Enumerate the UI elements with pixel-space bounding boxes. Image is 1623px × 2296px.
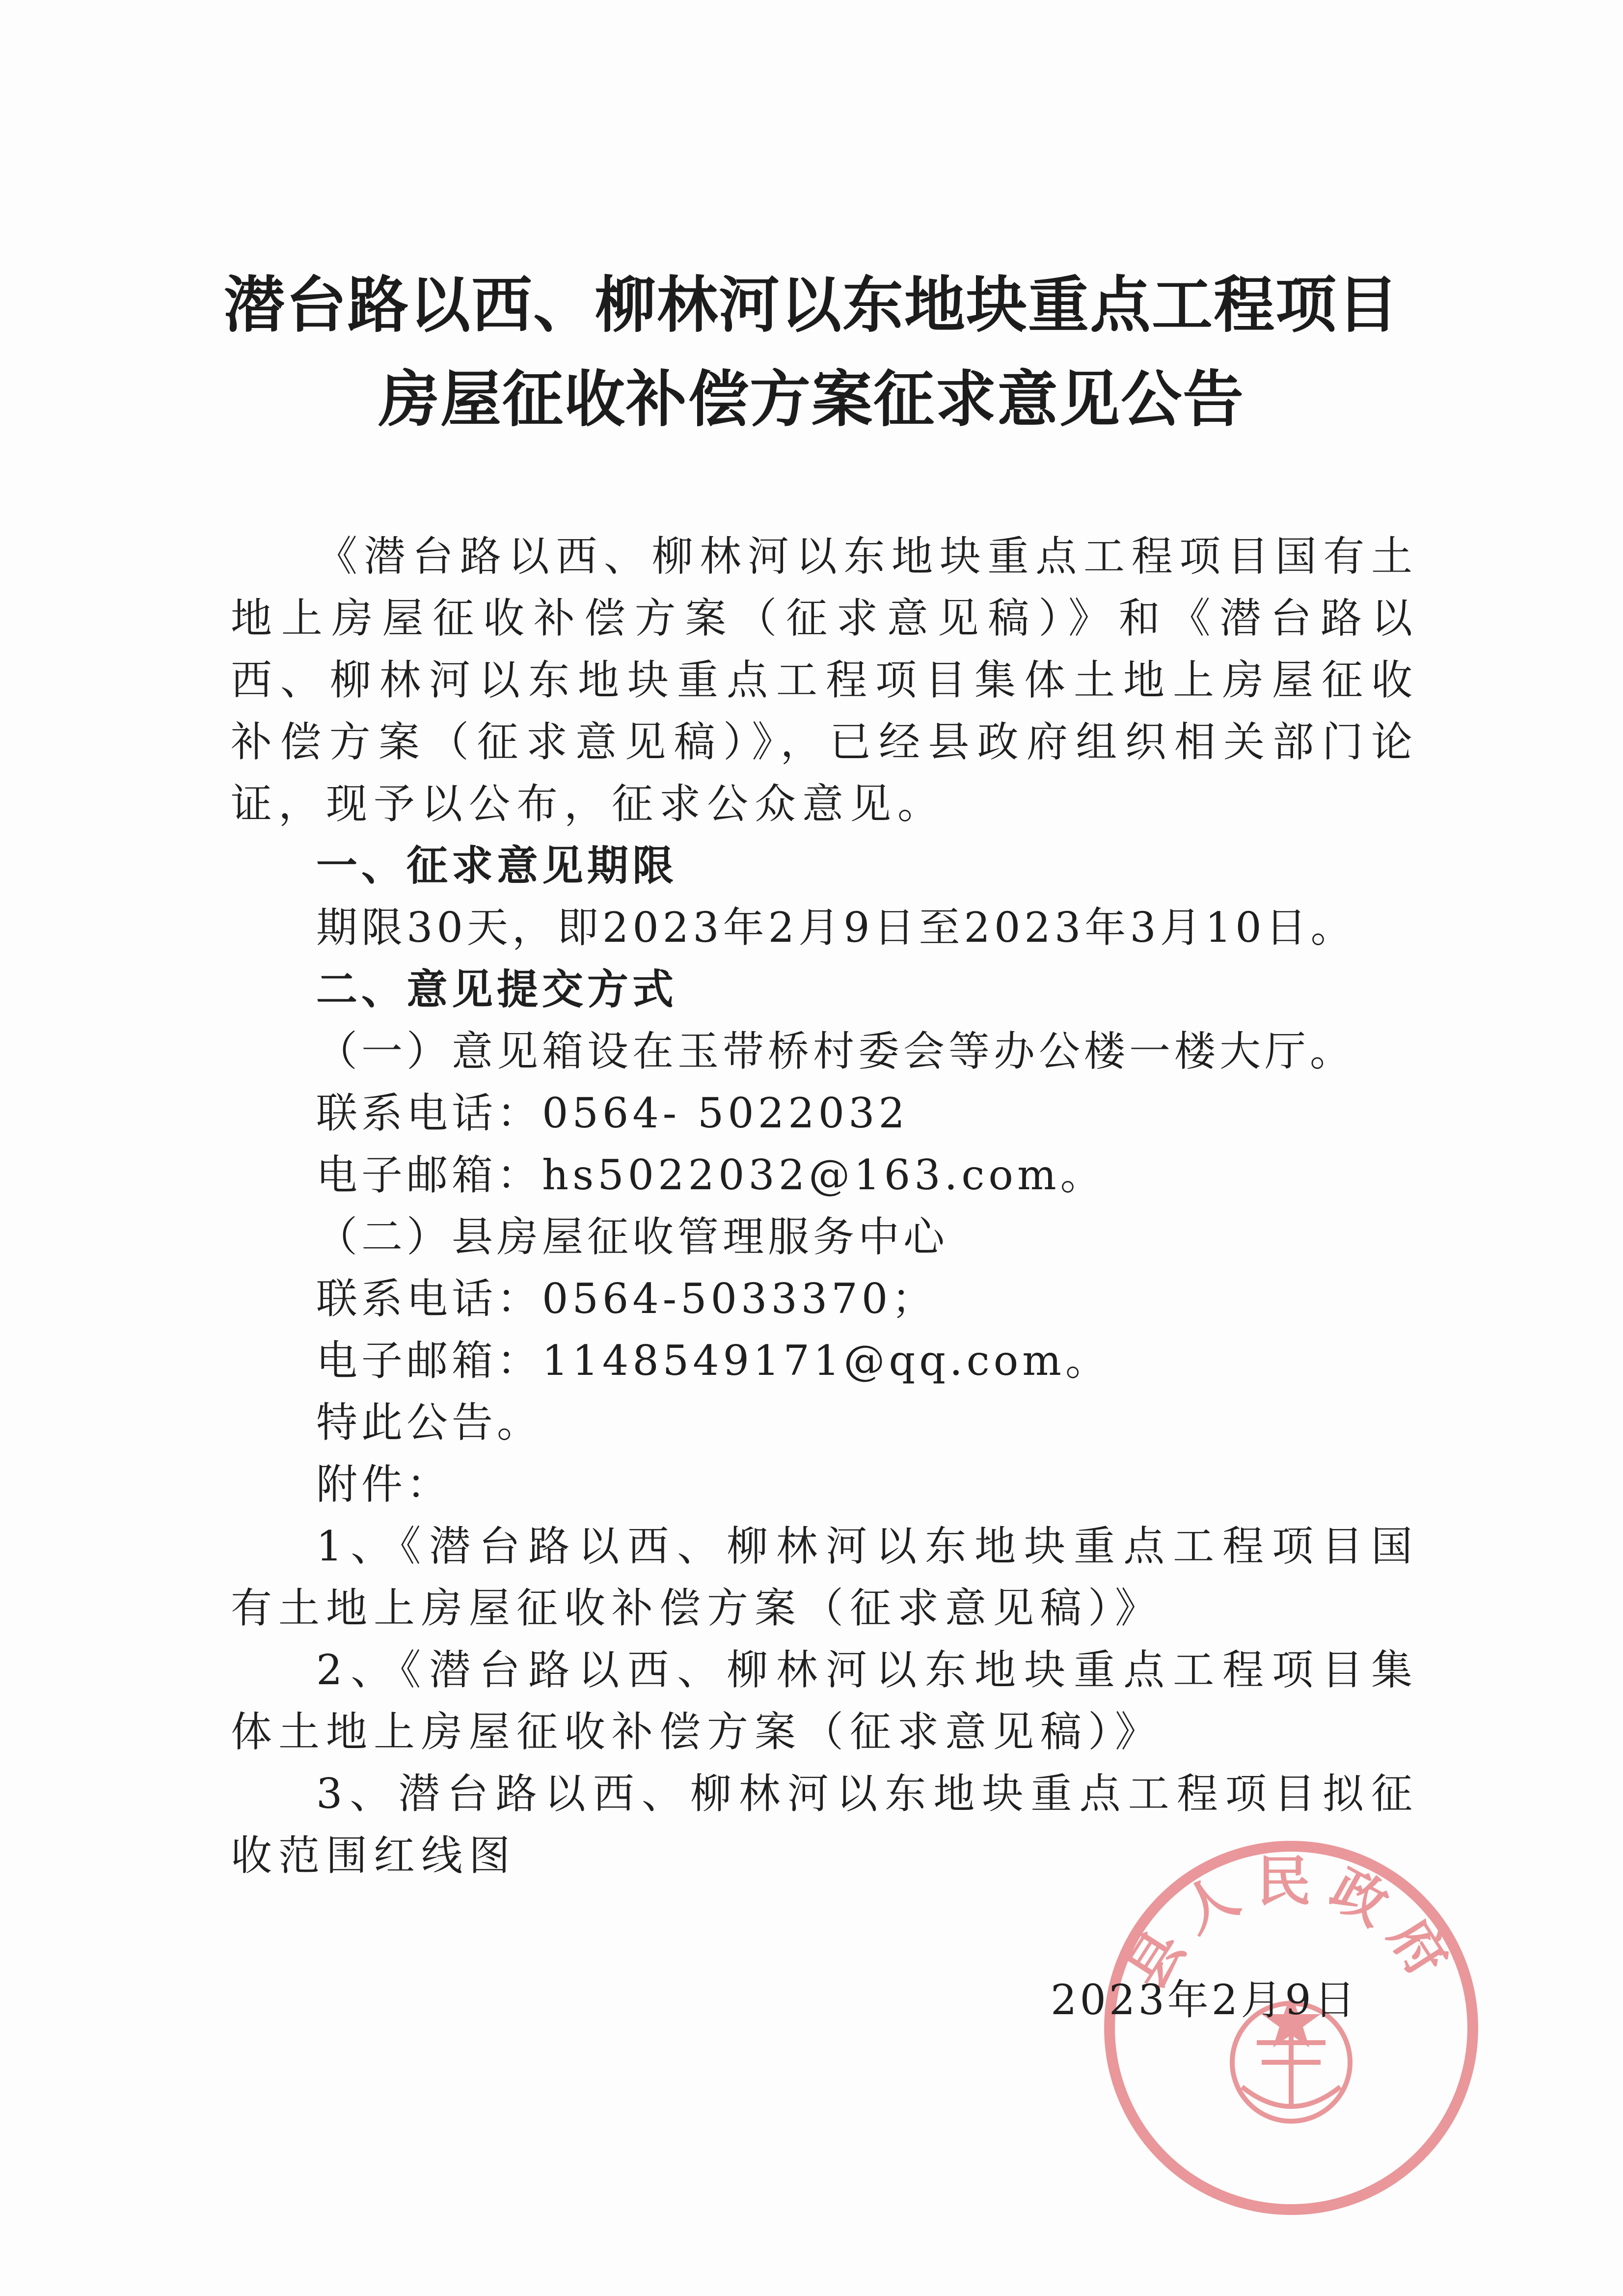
- contact-email-1: 电子邮箱：hs5022032@163.com。: [316, 1151, 1106, 1199]
- title-line-1: 潜台路以西、柳林河以东地块重点工程项目: [223, 270, 1399, 341]
- seal-text: 县人民政府: [1114, 1850, 1468, 1999]
- contact-phone-2: 联系电话：0564-5033370；: [316, 1275, 937, 1323]
- submission-item-1: （一）意见箱设在玉带桥村委会等办公楼一楼大厅。: [316, 1027, 1355, 1075]
- title-line-2: 房屋征收补偿方案征求意见公告: [378, 364, 1244, 435]
- section-2-heading: 二、意见提交方式: [316, 965, 678, 1013]
- section-1-text: 期限30天，即2023年2月9日至2023年3月10日。: [316, 903, 1356, 952]
- contact-phone-1: 联系电话：0564- 5022032: [316, 1089, 909, 1137]
- document-title: [0, 270, 1623, 464]
- document-body: [231, 525, 1419, 1886]
- attachment-item-3: 3、潜台路以西、柳林河以东地块重点工程项目拟征收范围红线图: [231, 1770, 1419, 1880]
- attachment-item-2: 2、《潜台路以西、柳林河以东地块重点工程项目集体土地上房屋征收补偿方案（征求意见稿）》: [231, 1646, 1419, 1756]
- section-1-heading: 一、征求意见期限: [316, 842, 678, 890]
- attachments-label: 附件：: [316, 1460, 452, 1508]
- contact-email-2: 电子邮箱：1148549171@qq.com。: [316, 1337, 1110, 1385]
- closing-statement: 特此公告。: [316, 1398, 542, 1447]
- submission-item-2: （二）县房屋征收管理服务中心: [316, 1213, 949, 1261]
- attachment-item-1: 1、《潜台路以西、柳林河以东地块重点工程项目国有土地上房屋征收补偿方案（征求意见稿）》: [231, 1522, 1419, 1632]
- document-date: 2023年2月9日: [1051, 1976, 1358, 2024]
- intro-paragraph: 《潜台路以西、柳林河以东地块重点工程项目国有土地上房屋征收补偿方案（征求意见稿）》和《潜台路以西、柳林河以东地块重点工程项目集体土地上房屋征收补偿方案（征求意见稿）》，已经县政府组织相关部门论证，现予以公布，征求公众意见。: [231, 532, 1419, 828]
